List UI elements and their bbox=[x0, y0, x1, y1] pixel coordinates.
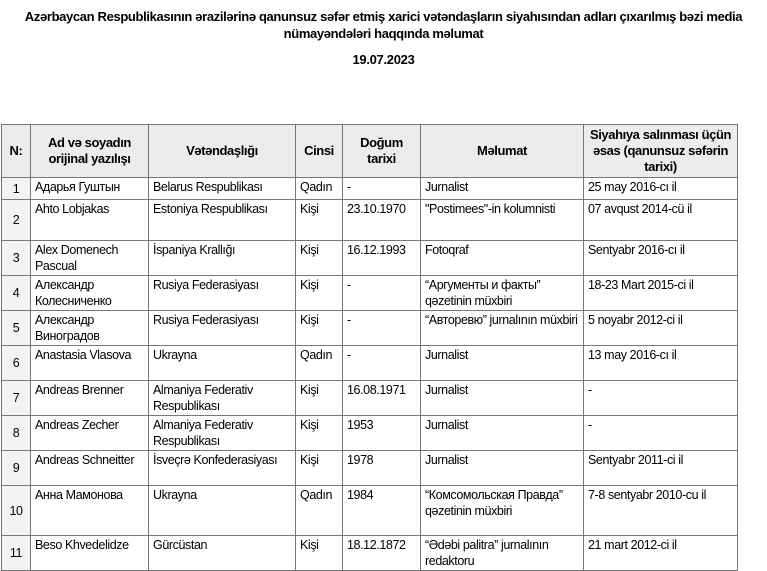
cell-info: "Postimees"-in kolumnisti bbox=[421, 200, 584, 241]
cell-reason: 18-23 Mart 2015-ci il bbox=[584, 276, 738, 311]
cell-gender: Kişi bbox=[296, 276, 343, 311]
cell-name: Beso Khvedelidze bbox=[31, 536, 149, 571]
table-header-row bbox=[2, 125, 738, 178]
cell-birth-date: - bbox=[343, 178, 421, 200]
cell-info: “Авторевю” jurnalının müxbiri bbox=[421, 311, 584, 346]
header-birth-date: Doğum tarixi bbox=[343, 125, 421, 178]
cell-info: Jurnalist bbox=[421, 346, 584, 381]
cell-info: Jurnalist bbox=[421, 178, 584, 200]
cell-name: Andreas Brenner bbox=[31, 381, 149, 416]
cell-reason: 25 may 2016-cı il bbox=[584, 178, 738, 200]
cell-gender: Qadın bbox=[296, 178, 343, 200]
cell-row-number: 4 bbox=[2, 276, 31, 311]
cell-reason: 7-8 sentyabr 2010-cu il bbox=[584, 486, 738, 536]
media-representatives-table bbox=[1, 124, 738, 571]
cell-gender: Kişi bbox=[296, 241, 343, 276]
cell-birth-date: 1984 bbox=[343, 486, 421, 536]
cell-gender: Qadın bbox=[296, 486, 343, 536]
cell-row-number: 8 bbox=[2, 416, 31, 451]
table-row bbox=[2, 416, 738, 451]
table-row bbox=[2, 346, 738, 381]
cell-row-number: 10 bbox=[2, 486, 31, 536]
cell-birth-date: - bbox=[343, 311, 421, 346]
cell-gender: Qadın bbox=[296, 346, 343, 381]
cell-birth-date: - bbox=[343, 346, 421, 381]
header-info: Məlumat bbox=[421, 125, 584, 178]
cell-gender: Kişi bbox=[296, 200, 343, 241]
cell-birth-date: 1953 bbox=[343, 416, 421, 451]
cell-reason: Sentyabr 2016-cı il bbox=[584, 241, 738, 276]
cell-citizenship: Belarus Respublikası bbox=[149, 178, 296, 200]
cell-info: “Аргументы и факты” qəzetinin müxbiri bbox=[421, 276, 584, 311]
cell-birth-date: 18.12.1872 bbox=[343, 536, 421, 571]
table-row bbox=[2, 178, 738, 200]
table-row bbox=[2, 311, 738, 346]
cell-gender: Kişi bbox=[296, 536, 343, 571]
cell-info: Jurnalist bbox=[421, 451, 584, 486]
cell-info: Fotoqraf bbox=[421, 241, 584, 276]
cell-reason: - bbox=[584, 416, 738, 451]
cell-birth-date: 1978 bbox=[343, 451, 421, 486]
header-name: Ad və soyadın orijinal yazılışı bbox=[31, 125, 149, 178]
cell-citizenship: Almaniya Federativ Respublikası bbox=[149, 416, 296, 451]
cell-info: Jurnalist bbox=[421, 416, 584, 451]
cell-name: Alex Domenech Pascual bbox=[31, 241, 149, 276]
cell-citizenship: Gürcüstan bbox=[149, 536, 296, 571]
cell-row-number: 11 bbox=[2, 536, 31, 571]
cell-citizenship: İsveçrə Konfederasiyası bbox=[149, 451, 296, 486]
cell-citizenship: İspaniya Krallığı bbox=[149, 241, 296, 276]
cell-info: “Ədəbi palitra” jurnalının redaktoru bbox=[421, 536, 584, 571]
cell-gender: Kişi bbox=[296, 311, 343, 346]
cell-row-number: 7 bbox=[2, 381, 31, 416]
cell-reason: 21 mart 2012-ci il bbox=[584, 536, 738, 571]
header-number: N: bbox=[2, 125, 31, 178]
cell-gender: Kişi bbox=[296, 416, 343, 451]
cell-name: Andreas Schneitter bbox=[31, 451, 149, 486]
cell-name: Адарья Гуштын bbox=[31, 178, 149, 200]
cell-citizenship: Ukrayna bbox=[149, 346, 296, 381]
table-row bbox=[2, 536, 738, 571]
cell-reason: 5 noyabr 2012-ci il bbox=[584, 311, 738, 346]
cell-reason: - bbox=[584, 381, 738, 416]
header-reason: Siyahıya salınması üçün əsas (qanunsuz səfərin tarixi) bbox=[584, 125, 738, 178]
cell-name: Andreas Zecher bbox=[31, 416, 149, 451]
cell-citizenship: Rusiya Federasiyası bbox=[149, 311, 296, 346]
cell-row-number: 1 bbox=[2, 178, 31, 200]
table-row bbox=[2, 276, 738, 311]
cell-citizenship: Estoniya Respublikası bbox=[149, 200, 296, 241]
table-row bbox=[2, 200, 738, 241]
cell-name: Анна Мамонова bbox=[31, 486, 149, 536]
cell-name: Александр Виноградов bbox=[31, 311, 149, 346]
table-row bbox=[2, 241, 738, 276]
cell-reason: Sentyabr 2011-ci il bbox=[584, 451, 738, 486]
cell-row-number: 5 bbox=[2, 311, 31, 346]
cell-birth-date: - bbox=[343, 276, 421, 311]
cell-gender: Kişi bbox=[296, 451, 343, 486]
cell-name: Anastasia Vlasova bbox=[31, 346, 149, 381]
document-date: 19.07.2023 bbox=[352, 52, 415, 67]
cell-row-number: 9 bbox=[2, 451, 31, 486]
cell-reason: 07 avqust 2014-cü il bbox=[584, 200, 738, 241]
cell-citizenship: Almaniya Federativ Respublikası bbox=[149, 381, 296, 416]
cell-name: Александр Колесниченко bbox=[31, 276, 149, 311]
cell-row-number: 3 bbox=[2, 241, 31, 276]
cell-birth-date: 16.12.1993 bbox=[343, 241, 421, 276]
cell-gender: Kişi bbox=[296, 381, 343, 416]
header-citizenship: Vətəndaşlığı bbox=[149, 125, 296, 178]
cell-row-number: 2 bbox=[2, 200, 31, 241]
cell-info: “Комсомольская Правда” qəzetinin müxbiri bbox=[421, 486, 584, 536]
table-row bbox=[2, 486, 738, 536]
cell-row-number: 6 bbox=[2, 346, 31, 381]
cell-citizenship: Rusiya Federasiyası bbox=[149, 276, 296, 311]
header-gender: Cinsi bbox=[296, 125, 343, 178]
document-title: Azərbaycan Respublikasının ərazilərinə qanunsuz səfər etmiş xarici vətəndaşların siyahısından adları çıxarılmış bəzi media nümayəndələri haqqında məlumat bbox=[24, 9, 743, 41]
table-row bbox=[2, 381, 738, 416]
cell-info: Jurnalist bbox=[421, 381, 584, 416]
cell-birth-date: 23.10.1970 bbox=[343, 200, 421, 241]
cell-reason: 13 may 2016-cı il bbox=[584, 346, 738, 381]
cell-birth-date: 16.08.1971 bbox=[343, 381, 421, 416]
cell-citizenship: Ukrayna bbox=[149, 486, 296, 536]
cell-name: Ahto Lobjakas bbox=[31, 200, 149, 241]
table-row bbox=[2, 451, 738, 486]
